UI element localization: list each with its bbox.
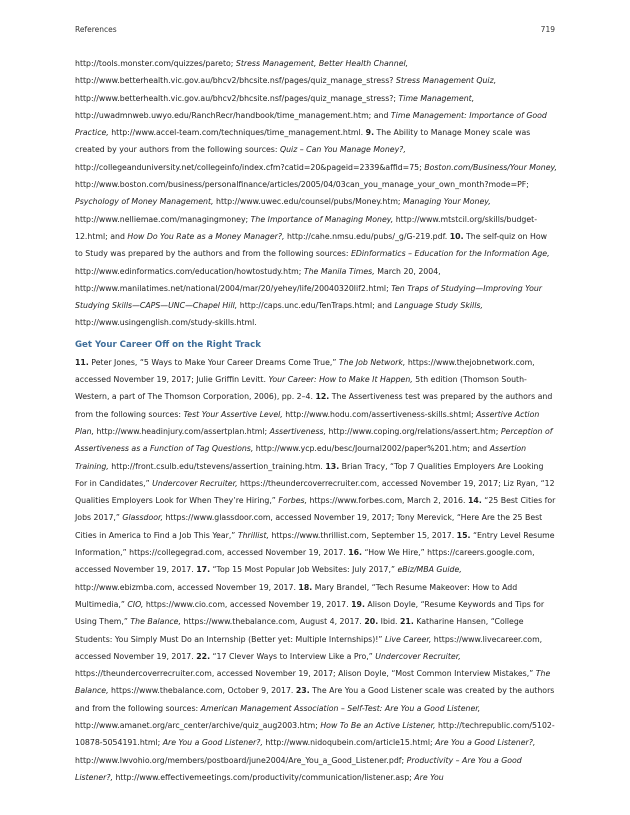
source-title: Boston.com/Business/Your Money, (424, 162, 557, 172)
citation-text: http://uwadmnweb.uwyo.edu/RanchRecr/handbook/time_management.htm; and (75, 110, 391, 120)
citation-text: http://front.csulb.edu/tstevens/assertion_training.htm. (108, 461, 326, 471)
note-number: 13. (325, 461, 340, 471)
source-title: Assertive Action Plan, (75, 409, 540, 436)
citation-text: March 20, 2004, http://www.manilatimes.net/national/2004/mar/20/yehey/life/20040320lif2.html; (75, 266, 441, 293)
source-title: Stress Management Quiz, (395, 76, 497, 86)
citation-text: https://www.thebalance.com, October 9, 2017. (108, 686, 296, 696)
citation-text: https://www.glassdoor.com, accessed November 19, 2017; Tony Merevick, “Here Are the 25 Best Cities in America to Find a Job This Year,” (75, 513, 543, 540)
source-title: The Job Network, (338, 357, 406, 367)
note-number: 15. (456, 530, 471, 540)
note-number: 18. (298, 582, 313, 592)
citation-text: https://theundercoverrecruiter.com, accessed November 19, 2017; Liz Ryan, “12 Qualities Employers Look for When They’re Hiring,” (75, 478, 555, 506)
citation-text: http://www.betterhealth.vic.gov.au/bhcv2/bhcsite.nsf/pages/quiz_manage_stress? (75, 76, 396, 86)
citation-text: http://www.accel-team.com/techniques/time_management.html. (108, 128, 366, 138)
citation-text: Mary Brandel, “Tech Resume Makeover: How to Add Multimedia,” (75, 582, 518, 609)
note-number: 16. (348, 548, 363, 558)
note-number: 20. (364, 617, 379, 627)
note-number: 10. (449, 231, 464, 241)
references-content (75, 55, 557, 786)
references-paragraph-1 (75, 55, 557, 332)
source-title: Forbes, (278, 496, 308, 506)
source-title: Test Your Assertive Level, (183, 409, 283, 419)
source-title: Stress Management, Better Health Channel, (235, 59, 409, 68)
citation-text: Brian Tracy, “Top 7 Qualities Employers Are Looking For in Candidates,” (75, 461, 544, 488)
source-title: Assertiveness, (269, 426, 327, 436)
citation-text: The Assertiveness test was prepared by the authors and from the following sources: (75, 392, 553, 419)
citation-text: https://theundercoverrecruiter.com, accessed November 19, 2017; Alison Doyle, “Most Common Interview Mistakes,” (75, 669, 536, 679)
citation-text: “25 Best Cities for Jobs 2017,” (75, 496, 556, 523)
citation-text: http://www.coping.org/relations/assert.htm; (326, 426, 501, 436)
source-title: How Do You Rate as a Money Manager?, (127, 231, 285, 241)
running-head: References (75, 25, 117, 34)
source-title: Managing Your Money, (403, 197, 491, 207)
note-number: 11. (75, 357, 89, 367)
source-title: Undercover Recruiter, (375, 651, 461, 661)
citation-text: http://www.lwvohio.org/members/postboard/june2004/Are_You_a_Good_Listener.pdf; (75, 755, 407, 765)
section-heading: Get Your Career Off on the Right Track (75, 339, 261, 350)
source-title: Thrillist, (237, 530, 270, 540)
source-title: The Importance of Managing Money, (250, 214, 394, 224)
citation-text: http://www.usingenglish.com/study-skills.html. (75, 318, 257, 328)
citation-text: http://collegeanduniversity.net/collegeinfo/index.cfm?catid=20&pageid=2339&affid=75; (75, 162, 425, 172)
source-title: Are You (414, 772, 444, 782)
citation-text: https://www.thrillist.com, September 15, 2017. (269, 530, 457, 540)
citation-text: https://www.forbes.com, March 2, 2016. (307, 496, 468, 506)
citation-text: http://techrepublic.com/5102-10878-5054191.html; (75, 720, 555, 748)
source-title: Are You a Good Listener?, (435, 738, 536, 748)
citation-text: The self-quiz on How to Study was prepared by the authors and from the following sources: (75, 231, 547, 259)
citation-text: http://caps.unc.edu/TenTraps.html; and (237, 301, 395, 311)
page-header (75, 25, 555, 34)
citation-text: Katharine Hansen, “College Students: You Simply Must Do an Internship (Better yet: Multiple Internships)!” (75, 617, 524, 644)
source-title: Your Career: How to Make It Happen, (268, 375, 413, 385)
source-title: Live Career, (384, 634, 432, 644)
citation-text: https://www.cio.com, accessed November 19, 2017. (143, 599, 352, 609)
source-title: Quiz – Can You Manage Money?, (279, 145, 406, 155)
source-title: Time Management: Importance of Good Practice, (75, 110, 547, 138)
citation-text: https://www.thebalance.com, August 4, 2017. (180, 617, 365, 627)
note-number: 12. (315, 392, 330, 402)
page-number: 719 (540, 25, 555, 34)
source-title: Time Management, (398, 93, 475, 103)
citation-text: “Entry Level Resume Information,” https://collegegrad.com, accessed November 19, 2017. (75, 530, 555, 558)
source-title: Assertion Training, (75, 444, 527, 471)
citation-text: “17 Clever Ways to Interview Like a Pro,” (210, 651, 376, 661)
note-number: 9. (365, 128, 375, 138)
note-number: 23. (295, 686, 310, 696)
citation-text: http://www.ycp.edu/besc/Journal2002/paper%201.htm; and (253, 444, 490, 454)
source-title: Perception of Assertiveness as a Function of Tag Questions, (75, 426, 553, 454)
citation-text: https://www.thejobnetwork.com, accessed November 19, 2017; Julie Griffin Levitt. (75, 357, 535, 385)
citation-text: http://www.effectivemeetings.com/productivity/communication/listener.asp; (113, 772, 415, 782)
citation-text: The Ability to Manage Money scale was created by your authors from the following sources: (75, 128, 531, 155)
citation-text: http://www.headinjury.com/assertplan.html; (94, 426, 270, 436)
citation-text: http://tools.monster.com/quizzes/pareto; (75, 59, 236, 68)
citation-text: “Top 15 Most Popular Job Websites: July 2017,” (210, 565, 398, 575)
note-number: 21. (399, 617, 414, 627)
citation-text: http://www.betterhealth.vic.gov.au/bhcv2/bhcsite.nsf/pages/quiz_manage_stress?; (75, 93, 399, 103)
citation-text: http://www.amanet.org/arc_center/archive/quiz_aug2003.htm; (75, 720, 321, 730)
citation-text: http://cahe.nmsu.edu/pubs/_g/G-219.pdf. (284, 231, 450, 241)
citation-text: https://www.livecareer.com, accessed November 19, 2017. (75, 634, 543, 661)
source-title: Language Study Skills, (394, 301, 483, 311)
source-title: The Balance, (75, 669, 551, 696)
note-number: 19. (351, 599, 365, 609)
citation-text: “How We Hire,” https://careers.google.com, accessed November 19, 2017. (75, 548, 535, 575)
source-title: The Balance, (130, 617, 181, 627)
source-title: Psychology of Money Management, (75, 197, 214, 207)
references-paragraph-2 (75, 354, 557, 786)
source-title: The Manila Times, (303, 266, 375, 276)
citation-text: http://www.mtstcil.org/skills/budget-12.html; and (75, 214, 538, 241)
citation-text: http://www.uwec.edu/counsel/pubs/Money.htm; (213, 197, 404, 207)
citation-text: The Are You a Good Listener scale was created by the authors and from the following sources: (75, 686, 555, 713)
citation-text: Alison Doyle, “Resume Keywords and Tips for Using Them,” (75, 599, 545, 627)
source-title: CIO, (127, 599, 144, 609)
citation-text: http://www.hodu.com/assertiveness-skills.shtml; (282, 409, 477, 419)
citation-text: http://www.edinformatics.com/education/howtostudy.htm; (75, 266, 304, 276)
citation-text: http://www.boston.com/business/personalfinance/articles/2005/04/03can_you_manage_your_own_month?mode=PF; (75, 180, 529, 190)
source-title: eBiz/MBA Guide, (397, 565, 462, 575)
source-title: Are You a Good Listener?, (162, 738, 263, 748)
source-title: Productivity – Are You a Good Listener?, (75, 755, 522, 782)
source-title: How To Be an Active Listener, (320, 720, 436, 730)
source-title: EDinformatics – Education for the Information Age, (350, 249, 550, 259)
source-title: Ten Traps of Studying—Improving Your Studying Skills—CAPS—UNC—Chapel Hill, (75, 283, 543, 311)
citation-text: http://www.nidoqubein.com/article15.html; (262, 738, 436, 748)
citation-text: Ibid. (378, 617, 400, 627)
citation-text: 5th edition (Thomson South-Western, a part of The Thomson Corporation, 2006), pp. 2–4. (75, 375, 527, 402)
note-number: 14. (467, 496, 482, 506)
source-title: American Management Association – Self-Test: Are You a Good Listener, (200, 703, 481, 713)
citation-text: http://www.nelliemae.com/managingmoney; (75, 214, 251, 224)
source-title: Undercover Recruiter, (152, 478, 238, 488)
citation-text: http://www.ebizmba.com, accessed November 19, 2017. (75, 582, 299, 592)
citation-text: Peter Jones, “5 Ways to Make Your Career Dreams Come True,” (88, 357, 339, 367)
note-number: 22. (196, 651, 211, 661)
note-number: 17. (196, 565, 211, 575)
source-title: Glassdoor, (122, 513, 163, 523)
